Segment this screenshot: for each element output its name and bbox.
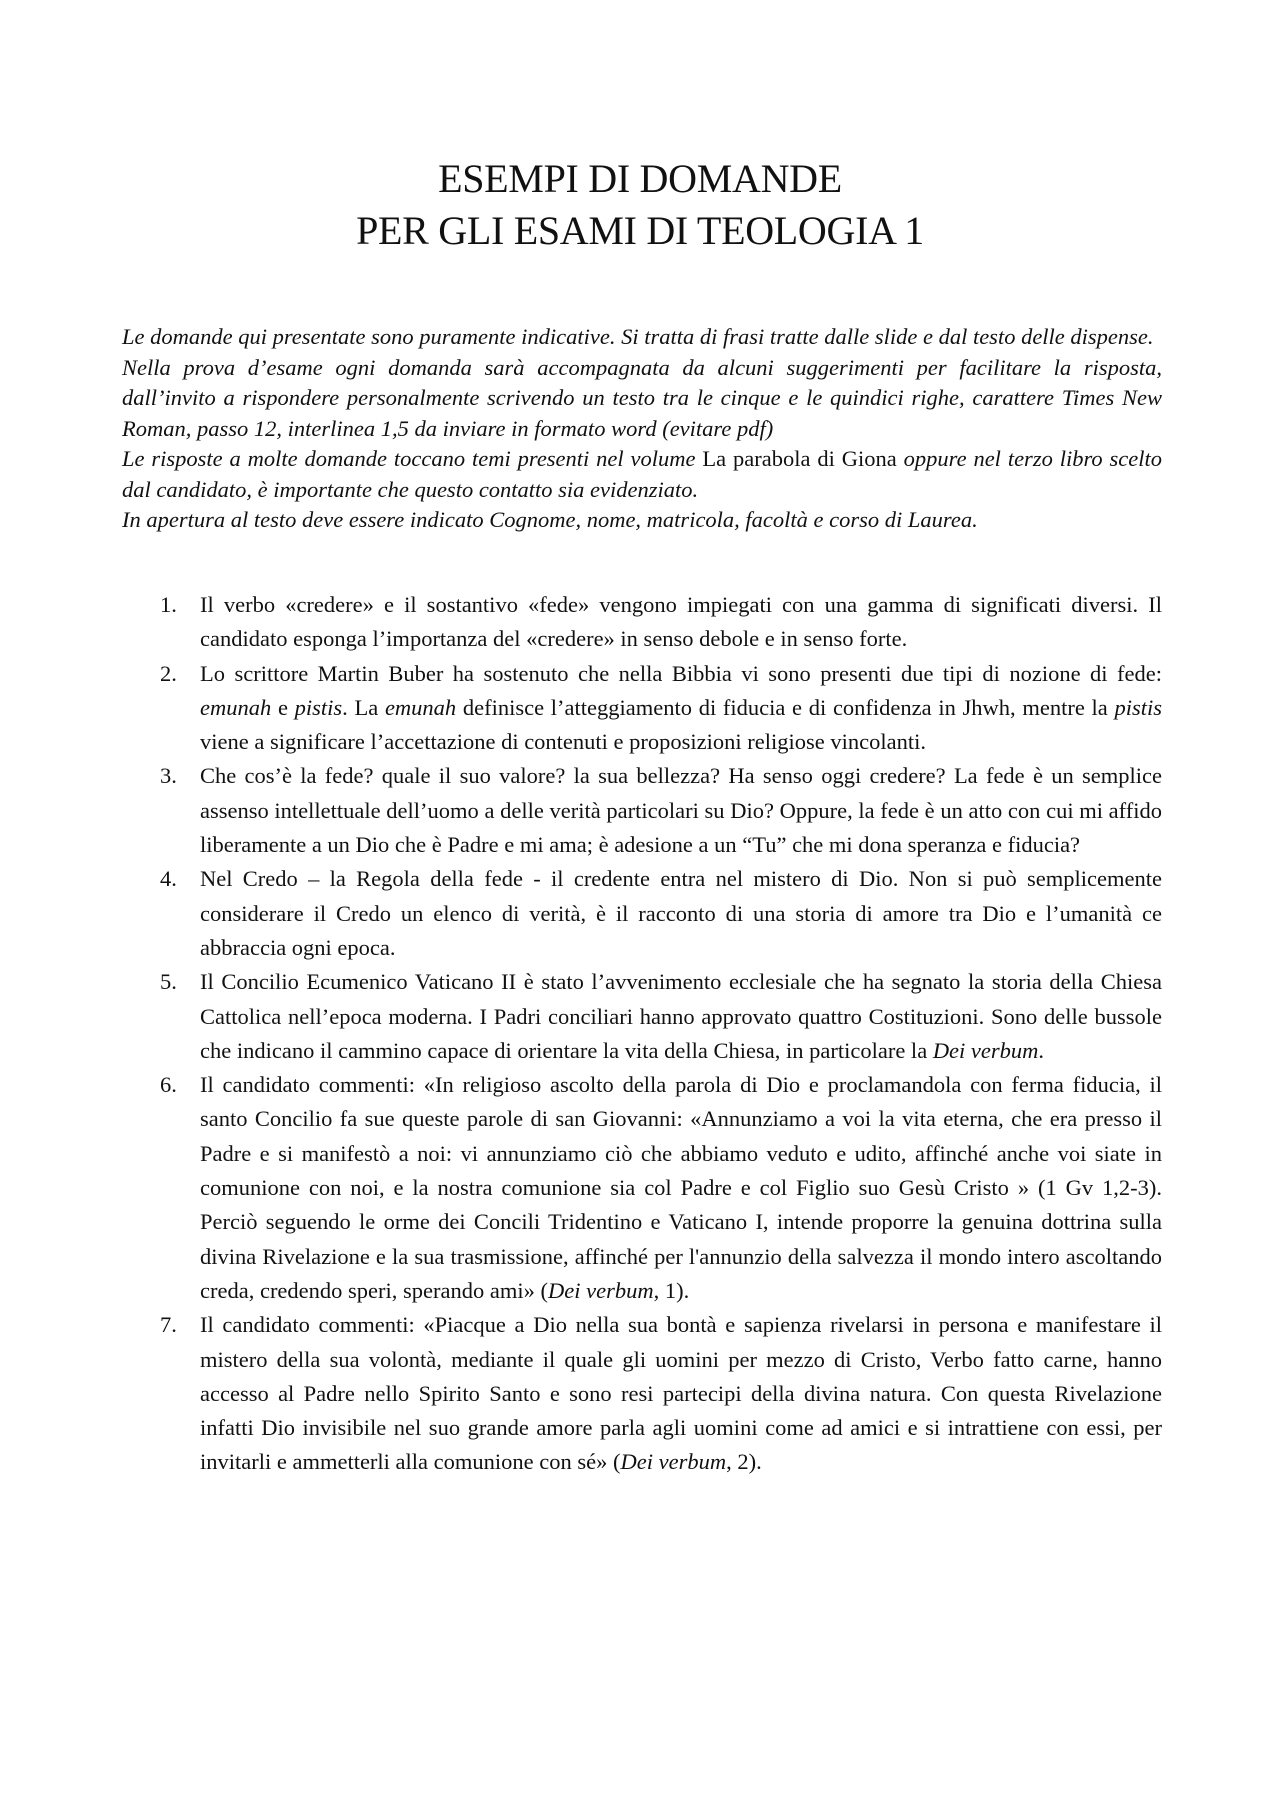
italic-term: pistis xyxy=(1114,694,1162,720)
question-list xyxy=(122,588,1162,1480)
intro-paragraph-3-end: oppure nel terzo libro scelto dal candidato, è importante che questo contatto sia evidenziato. xyxy=(122,446,1162,502)
question-number: 2. xyxy=(160,660,177,686)
italic-term: Dei verbum xyxy=(547,1277,654,1303)
text-run: , 1). xyxy=(653,1277,690,1303)
book-title: La parabola di Giona xyxy=(702,446,897,471)
intro-paragraph-3 xyxy=(122,444,1162,505)
text-run: . La xyxy=(342,694,385,720)
question-number: 4. xyxy=(160,866,177,892)
question-number: 1. xyxy=(160,592,177,617)
question-text xyxy=(200,661,1162,755)
question-item xyxy=(122,759,1162,862)
page-title xyxy=(0,153,1280,257)
text-run: definisce l’atteggiamento di fiducia e di confidenza in Jhwh, mentre la xyxy=(456,694,1115,720)
question-item xyxy=(122,1308,1162,1479)
text-run: Il candidato commenti: «Piacque a Dio nella sua bontà e sapienza rivelarsi in persona e manifestare il mistero della sua volontà, mediante il quale gli uomini per mezzo di Cristo, Verbo fatto carne, hanno accesso al Padre nello Spirito Santo e sono resi partecipi della divina natura. Con questa Rivelazione infatti Dio invisibile nel suo grande amore parla agli uomini come ad amici e si intrattiene con essi, per invitarli e ammetterli alla comunione con sé» ( xyxy=(200,1312,1162,1475)
text-run: , 2). xyxy=(726,1449,762,1475)
question-text xyxy=(200,1072,1162,1303)
intro-paragraph-3-start: Le risposte a molte domande toccano temi presenti nel volume xyxy=(122,446,703,471)
question-text: Il verbo «credere» e il sostantivo «fede» vengono impiegati con una gamma di significati diversi. Il candidato esponga l’importanza del «credere» in senso debole e in senso forte. xyxy=(200,592,1162,652)
text-run: e xyxy=(271,694,295,720)
text-run: viene a significare l’accettazione di contenuti e proposizioni religiose vincolanti. xyxy=(200,729,926,755)
question-number: 7. xyxy=(160,1312,177,1338)
italic-term: pistis xyxy=(294,694,343,720)
title-line-2: PER GLI ESAMI DI TEOLOGIA 1 xyxy=(356,208,924,253)
question-number: 3. xyxy=(160,763,177,789)
question-text xyxy=(200,969,1162,1063)
italic-term: Dei verbum xyxy=(620,1449,727,1475)
italic-term: emunah xyxy=(200,694,272,720)
title-line-1: ESEMPI DI DOMANDE xyxy=(438,156,842,201)
text-run: Il Concilio Ecumenico Vaticano II è stato l’avvenimento ecclesiale che ha segnato la storia della Chiesa Cattolica nell’epoca moderna. I Padri conciliari hanno approvato quattro Costituzioni. Sono delle bussole che indicano il cammino capace di orientare la vita della Chiesa, in particolare la xyxy=(200,969,1162,1063)
italic-term: emunah xyxy=(384,694,457,720)
intro-paragraph-4: In apertura al testo deve essere indicato Cognome, nome, matricola, facoltà e corso di Laurea. xyxy=(122,507,978,532)
question-item xyxy=(122,1068,1162,1308)
italic-term: Dei verbum xyxy=(932,1037,1039,1063)
question-text xyxy=(200,1312,1162,1474)
text-run: Lo scrittore Martin Buber ha sostenuto che nella Bibbia vi sono presenti due tipi di nozione di fede: xyxy=(200,660,1162,686)
text-run: Il candidato commenti: «In religioso ascolto della parola di Dio e proclamandola con ferma fiducia, il santo Concilio fa sue queste parole di san Giovanni: «Annunziamo a voi la vita eterna, che era presso il Padre e si manifestò a noi: vi annunziamo ciò che abbiamo veduto e udito, affinché anche voi siate in comunione con noi, e la nostra comunione sia col Padre e col Figlio suo Gesù Cristo » (1 Gv 1,2-3). Perciò seguendo le orme dei Concili Tridentino e Vaticano I, intende proporre la genuina dottrina sulla divina Rivelazione e la sua trasmissione, affinché per l'annunzio della salvezza il mondo intero ascoltando creda, credendo speri, sperando ami» ( xyxy=(200,1072,1162,1303)
question-number: 6. xyxy=(160,1072,177,1098)
question-item xyxy=(122,588,1162,657)
question-text: Che cos’è la fede? quale il suo valore? la sua bellezza? Ha senso oggi credere? La fede è un semplice assenso intellettuale dell’uomo a delle verità particolari su Dio? Oppure, la fede è un atto con cui mi affido liberamente a un Dio che è Padre e mi ama; è adesione a un “Tu” che mi dona speranza e fiducia? xyxy=(200,763,1162,858)
question-item xyxy=(122,862,1162,965)
intro-paragraph-1: Le domande qui presentate sono puramente indicative. Si tratta di frasi tratte dalle slide e dal testo delle dispense. xyxy=(122,324,1154,349)
question-item xyxy=(122,657,1162,760)
question-text: Nel Credo – la Regola della fede - il credente entra nel mistero di Dio. Non si può semplicemente considerare il Credo un elenco di verità, è il racconto di una storia di amore tra Dio e l’umanità ce abbraccia ogni epoca. xyxy=(200,866,1162,960)
text-run: . xyxy=(1038,1037,1045,1063)
question-item xyxy=(122,965,1162,1068)
question-number: 5. xyxy=(160,969,177,995)
intro-notes xyxy=(122,322,1162,536)
intro-paragraph-2: Nella prova d’esame ogni domanda sarà accompagnata da alcuni suggerimenti per facilitare la risposta, dall’invito a rispondere personalmente scrivendo un testo tra le cinque e le quindici righe, carattere Times New Roman, passo 12, interlinea 1,5 da inviare in formato word (evitare pdf) xyxy=(122,354,1162,441)
